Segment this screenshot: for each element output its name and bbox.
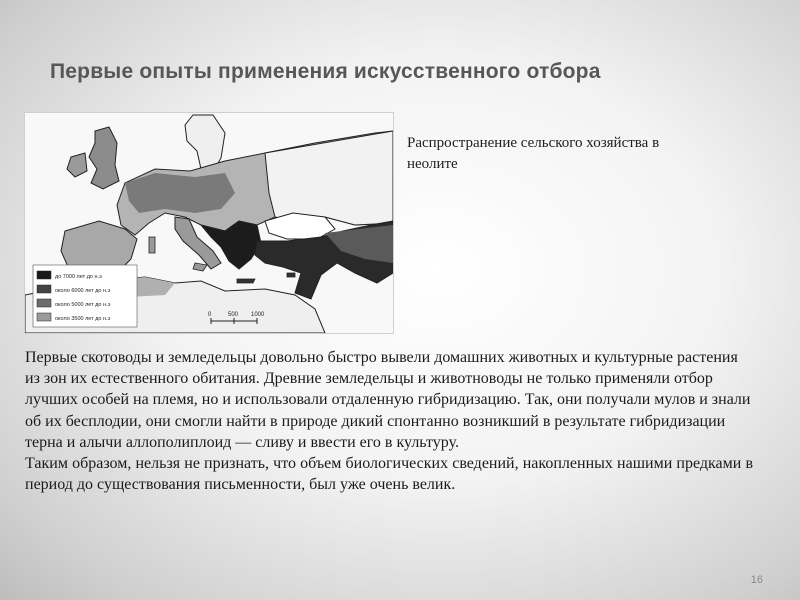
slide-title: Первые опыты применения искусственного отбора: [50, 60, 601, 83]
central-europe-early-zone: [125, 173, 235, 213]
body-paragraph-2: Таким образом, нельзя не признать, что объем биологических сведений, накопленных нашими предками в период до существования письменности, был уже очень велик.: [25, 455, 753, 494]
page-number: 16: [750, 574, 763, 586]
legend-swatch: [37, 299, 51, 307]
map-caption: Распространение сельского хозяйства в неолите: [407, 135, 660, 172]
legend-label: около 3500 лет до н.э: [55, 316, 111, 322]
legend-swatch: [37, 271, 51, 279]
legend-label: около 6000 лет до н.э: [55, 288, 111, 294]
crete-island: [237, 279, 255, 283]
corsica-sardinia-island: [149, 237, 155, 253]
legend-swatch: [37, 285, 51, 293]
cyprus-island: [287, 273, 295, 277]
body-paragraph-1: Первые скотоводы и земледельцы довольно быстро вывели домашних животных и культурные растения из зон их естественного обитания. Древние земледельцы и животноводы не только применяли отбор лучших особей на племя, но и использовали отдаленную гибридизацию. Так, они получали мулов и знали об их бесплодии, они смогли найти в природе дикий спонтанно возникший в результате гибридизации терна и алычи аллополиплоид — сливу и ввести его в культуру.: [25, 349, 751, 451]
legend-swatch: [37, 313, 51, 321]
legend-label: около 5000 лет до н.э: [55, 302, 111, 308]
map-drawing: [25, 113, 393, 333]
neolithic-agriculture-map: [24, 112, 394, 334]
scale-label-0: 0: [208, 312, 212, 318]
body-text: [25, 347, 753, 495]
scale-label-500: 500: [228, 312, 239, 318]
legend-label: до 7000 лет до н.э: [55, 274, 102, 280]
scale-label-1000: 1000: [251, 312, 265, 318]
